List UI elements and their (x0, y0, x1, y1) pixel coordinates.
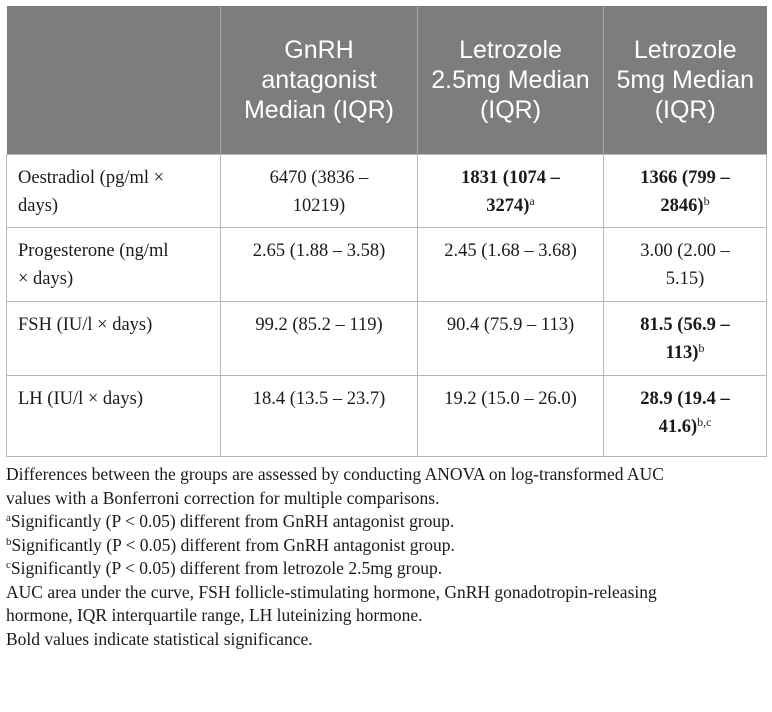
cell-gnrh (221, 155, 418, 228)
row-label-lh (7, 376, 221, 457)
cell-line: 10219) (292, 196, 346, 216)
footnote-marker: a (6, 512, 11, 524)
row-label-line: Oestradiol (pg/ml × (18, 168, 165, 188)
cell-line: 3.00 (2.00 – (640, 241, 730, 261)
footnote-bold-note (6, 628, 766, 652)
footnote-text: AUC area under the curve, FSH follicle-stimulating hormone, GnRH gonadotropin-releasing (6, 581, 657, 602)
footnote-abbreviations-cont (6, 604, 766, 628)
footnote-method-cont (6, 487, 766, 511)
cell-line: 2.65 (1.88 – 3.58) (252, 241, 386, 261)
cell-gnrh (221, 228, 418, 302)
header-gnrh-antagonist: GnRH antagonist Median (IQR) (221, 6, 418, 155)
cell-line: 19.2 (15.0 – 26.0) (444, 389, 577, 409)
cell-letrozole-2-5mg (418, 376, 604, 457)
footnote-marker: b,c (697, 415, 712, 429)
row-label-line: Progesterone (ng/ml (18, 241, 169, 261)
cell-line: 90.4 (75.9 – 113) (446, 315, 575, 335)
row-label-line: LH (IU/l × days) (18, 389, 144, 409)
cell-line: 81.5 (56.9 – (640, 315, 730, 335)
table-footnotes (6, 463, 766, 651)
cell-line: 99.2 (85.2 – 119) (255, 315, 383, 335)
footnote-text: values with a Bonferroni correction for multiple comparisons. (6, 487, 440, 508)
row-label-line: days) (18, 196, 59, 216)
footnote-marker: a (529, 194, 535, 208)
table-row (7, 376, 767, 457)
footnote-marker: b (6, 535, 12, 548)
footnote-text: Significantly (P < 0.05) different from GnRH antagonist group. (10, 511, 455, 531)
row-label-line: FSH (IU/l × days) (18, 315, 153, 335)
row-label-fsh (7, 302, 221, 376)
footnote-method (6, 463, 766, 487)
cell-line: 5.15) (665, 269, 705, 289)
header-empty-cell (7, 6, 221, 155)
row-label-line: × days) (18, 269, 74, 289)
footnote-text: Bold values indicate statistical significance. (6, 628, 313, 649)
cell-gnrh (221, 302, 418, 376)
cell-letrozole-5mg (604, 155, 767, 228)
cell-letrozole-2-5mg (418, 155, 604, 228)
cell-letrozole-5mg (604, 376, 767, 457)
row-label-progesterone (7, 228, 221, 302)
cell-line: 2846) (660, 196, 704, 216)
cell-line: 41.6) (658, 417, 698, 437)
cell-line: 6470 (3836 – (269, 168, 369, 188)
footnote-abbreviations (6, 581, 766, 605)
footnote-text: Differences between the groups are assessed by conducting ANOVA on log-transformed AUC (6, 464, 664, 484)
results-table-figure (6, 6, 766, 651)
cell-line: 28.9 (19.4 – (640, 389, 730, 409)
cell-letrozole-5mg (604, 228, 767, 302)
footnote-marker: b (703, 194, 710, 208)
cell-gnrh (221, 376, 418, 457)
header-letrozole-2-5mg: Letrozole 2.5mg Median (IQR) (418, 6, 604, 155)
cell-letrozole-5mg (604, 302, 767, 376)
hormone-auc-table (6, 6, 767, 457)
cell-line: 113) (665, 343, 699, 363)
table-row (7, 155, 767, 228)
table-row (7, 228, 767, 302)
cell-line: 1831 (1074 – (461, 168, 560, 188)
footnote-text: Significantly (P < 0.05) different from GnRH antagonist group. (11, 534, 455, 555)
cell-letrozole-2-5mg (418, 302, 604, 376)
header-row (7, 6, 767, 155)
footnote-a (6, 510, 766, 534)
header-letrozole-5mg: Letrozole 5mg Median (IQR) (604, 6, 767, 155)
cell-letrozole-2-5mg (418, 228, 604, 302)
footnote-text: hormone, IQR interquartile range, LH luteinizing hormone. (6, 605, 423, 625)
footnote-text: Significantly (P < 0.05) different from letrozole 2.5mg group. (10, 558, 443, 578)
cell-line: 1366 (799 – (640, 168, 730, 188)
footnote-marker: c (6, 559, 11, 571)
row-label-oestradiol (7, 155, 221, 228)
cell-line: 3274) (486, 196, 530, 216)
cell-line: 2.45 (1.68 – 3.68) (444, 241, 577, 261)
footnote-b (6, 534, 766, 558)
footnote-c (6, 557, 766, 581)
cell-line: 18.4 (13.5 – 23.7) (252, 389, 386, 409)
table-row (7, 302, 767, 376)
footnote-marker: b (698, 341, 705, 355)
